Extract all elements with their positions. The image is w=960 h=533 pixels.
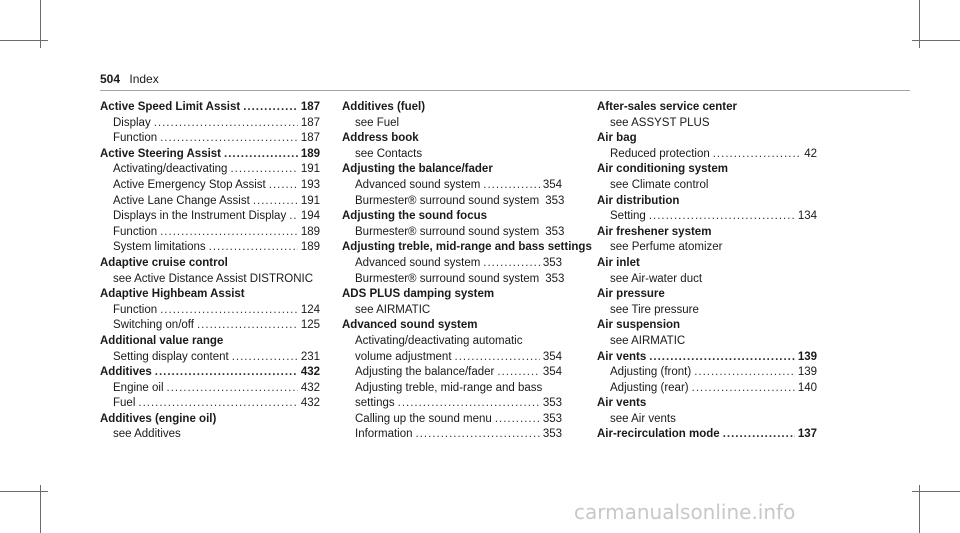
index-subentry — [597, 303, 817, 319]
crop-mark — [919, 0, 920, 48]
entry-label: Setting display content — [113, 350, 229, 363]
page-reference[interactable]: 191 — [300, 163, 320, 176]
index-subentry — [100, 303, 320, 319]
entry-label: Adjusting (front) — [610, 366, 692, 379]
index-subentry — [100, 225, 320, 241]
page-reference[interactable]: 139 — [797, 350, 817, 363]
entry-label: Additives (engine oil) — [100, 412, 217, 425]
page-reference[interactable]: 125 — [300, 319, 320, 332]
leader-dots — [713, 147, 801, 163]
page-reference[interactable]: 187 — [300, 116, 320, 129]
entry-label: see Additives — [113, 428, 181, 441]
entry-label: volume adjustment — [355, 350, 452, 363]
entry-label: Function — [113, 303, 158, 316]
watermark: carmanualsonline.info — [574, 500, 796, 524]
index-subentry — [597, 334, 817, 350]
index-heading — [597, 162, 817, 178]
leader-dots — [167, 381, 298, 397]
index-heading — [597, 225, 817, 241]
entry-label: Address book — [342, 132, 419, 145]
entry-label: Advanced sound system — [355, 256, 481, 269]
leader-dots — [230, 162, 297, 178]
index-heading — [597, 194, 817, 210]
entry-label: settings — [355, 397, 395, 410]
leader-dots — [483, 256, 540, 272]
index-heading — [342, 318, 562, 334]
index-subentry — [100, 162, 320, 178]
page-reference[interactable]: 140 — [797, 381, 817, 394]
crop-mark — [40, 0, 41, 48]
entry-label: Advanced sound system — [342, 319, 478, 332]
index-subentry — [342, 303, 562, 319]
index-subentry — [100, 194, 320, 210]
page-reference[interactable]: 353 — [545, 194, 565, 207]
entry-label: Function — [113, 132, 158, 145]
entry-label: ADS PLUS damping system — [342, 288, 495, 301]
entry-label: Air vents — [597, 397, 647, 410]
index-subentry — [342, 381, 562, 397]
index-heading — [342, 162, 562, 178]
entry-label: see Contacts — [355, 147, 423, 160]
entry-label: Adjusting treble, mid-range and bass settings — [342, 241, 592, 254]
leader-dots — [497, 365, 539, 381]
index-subentry — [342, 272, 565, 288]
leader-dots — [483, 178, 540, 194]
index-subentry — [100, 381, 320, 397]
entry-label: Air inlet — [597, 256, 640, 269]
entry-label: Air suspension — [597, 319, 681, 332]
entry-label: Additives (fuel) — [342, 101, 426, 113]
page-title: Index — [129, 72, 159, 86]
page-reference[interactable]: 432 — [300, 366, 320, 379]
leader-dots — [723, 427, 795, 443]
page-reference[interactable]: 353 — [545, 225, 565, 238]
leader-dots — [160, 303, 298, 319]
leader-dots — [649, 209, 795, 225]
index-subentry — [597, 116, 817, 132]
entry-label: System limitations — [113, 241, 206, 254]
index-subentry — [100, 427, 320, 443]
crop-mark — [40, 485, 41, 533]
leader-dots — [692, 381, 795, 397]
index-column-3 — [597, 100, 817, 443]
entry-label: Adjusting (rear) — [610, 381, 689, 394]
index-subentry — [342, 225, 565, 241]
page-reference[interactable]: 124 — [300, 303, 320, 316]
leader-dots — [209, 240, 298, 256]
entry-label: Function — [113, 225, 158, 238]
page-reference[interactable]: 187 — [300, 101, 320, 113]
entry-label: Calling up the sound menu — [355, 412, 492, 425]
leader-dots — [197, 318, 298, 334]
index-subentry — [100, 116, 320, 132]
index-heading — [100, 412, 320, 428]
index-subentry — [597, 365, 817, 381]
index-heading — [342, 100, 562, 116]
entry-label: Reduced protection — [610, 147, 710, 160]
index-subentry — [342, 334, 562, 350]
index-heading — [597, 256, 817, 272]
index-subentry — [100, 209, 320, 225]
entry-label: Information — [355, 428, 413, 441]
leader-dots — [289, 209, 298, 225]
entry-label: Air pressure — [597, 288, 665, 301]
entry-label: see Climate control — [610, 178, 709, 191]
index-heading — [100, 287, 320, 303]
leader-dots — [138, 396, 297, 412]
index-subentry — [100, 272, 320, 288]
page-reference[interactable]: 432 — [300, 381, 320, 394]
index-subentry — [100, 131, 320, 147]
entry-label: see AIRMATIC — [355, 303, 431, 316]
page-reference[interactable]: 139 — [797, 366, 817, 379]
index-heading — [100, 256, 320, 272]
index-heading — [597, 287, 817, 303]
page-reference[interactable]: 187 — [300, 132, 320, 145]
leader-dots — [160, 225, 298, 241]
index-heading — [100, 334, 320, 350]
entry-label: Air conditioning system — [597, 163, 728, 176]
entry-label: Additional value range — [100, 334, 224, 347]
entry-label: see Air-water duct — [610, 272, 703, 285]
page-reference[interactable]: 353 — [545, 272, 565, 285]
page-reference[interactable]: 189 — [300, 147, 320, 160]
index-subentry — [100, 318, 320, 334]
entry-label: see Fuel — [355, 116, 400, 129]
page-number: 504 — [100, 72, 121, 86]
index-subentry — [342, 412, 562, 428]
index-heading — [597, 350, 817, 366]
index-heading — [100, 100, 320, 116]
index-heading — [342, 240, 592, 256]
index-heading — [597, 396, 817, 412]
entry-label: Air-recirculation mode — [597, 428, 720, 441]
leader-dots — [232, 350, 298, 366]
entry-label: Air freshener system — [597, 225, 712, 238]
index-heading — [342, 287, 562, 303]
leader-dots — [495, 412, 540, 428]
index-column-2 — [342, 100, 592, 443]
page-reference[interactable]: 354 — [542, 366, 562, 379]
entry-label: Active Speed Limit Assist — [100, 101, 241, 113]
index-subentry — [597, 272, 817, 288]
page-reference[interactable]: 353 — [542, 397, 562, 410]
page-reference[interactable]: 134 — [797, 210, 817, 223]
entry-label: Displays in the Instrument Display — [113, 210, 287, 223]
entry-label: Adjusting the balance/fader — [342, 163, 493, 176]
index-subentry — [342, 365, 562, 381]
entry-label: Adaptive cruise control — [100, 256, 228, 269]
index-column-1 — [100, 100, 320, 443]
entry-label: Activating/deactivating automatic — [355, 334, 523, 347]
entry-label: Fuel — [113, 397, 136, 410]
page-reference[interactable]: 231 — [300, 350, 320, 363]
entry-label: Engine oil — [113, 381, 164, 394]
index-subentry — [597, 381, 817, 397]
entry-label: Adjusting the balance/fader — [355, 366, 495, 379]
entry-label: see Active Distance Assist DISTRONIC — [113, 272, 314, 285]
entry-label: Burmester® surround sound system — [355, 194, 540, 207]
header-rule — [100, 90, 910, 91]
entry-label: Air distribution — [597, 194, 680, 207]
index-subentry — [597, 147, 817, 163]
entry-label: see ASSYST PLUS — [610, 116, 710, 129]
entry-label: see AIRMATIC — [610, 334, 686, 347]
page-reference[interactable]: 137 — [797, 428, 817, 441]
page-reference[interactable]: 354 — [542, 350, 562, 363]
entry-label: Display — [113, 116, 151, 129]
index-heading — [342, 131, 562, 147]
page-reference[interactable]: 194 — [300, 210, 320, 223]
index-heading — [100, 147, 320, 163]
index-subentry — [597, 240, 817, 256]
leader-dots — [224, 147, 298, 163]
index-heading — [597, 131, 817, 147]
index-subentry — [342, 256, 562, 272]
index-heading — [597, 427, 817, 443]
entry-label: Burmester® surround sound system — [355, 272, 540, 285]
leader-dots — [154, 116, 298, 132]
leader-dots — [649, 350, 795, 366]
index-heading — [597, 100, 817, 116]
entry-label: Additives — [100, 366, 152, 379]
page-header — [100, 72, 159, 86]
index-subentry — [100, 240, 320, 256]
leader-dots — [269, 178, 298, 194]
index-subentry — [100, 178, 320, 194]
index-subentry — [342, 116, 562, 132]
crop-mark — [919, 485, 920, 533]
page-reference[interactable]: 353 — [542, 412, 562, 425]
entry-label: see Perfume atomizer — [610, 241, 723, 254]
leader-dots — [253, 194, 298, 210]
leader-dots — [160, 131, 298, 147]
leader-dots — [455, 350, 540, 366]
entry-label: Advanced sound system — [355, 178, 481, 191]
index-heading — [342, 209, 562, 225]
entry-label: After-sales service center — [597, 101, 737, 113]
page-reference[interactable]: 354 — [542, 178, 562, 191]
entry-label: Active Lane Change Assist — [113, 194, 250, 207]
index-heading — [597, 318, 817, 334]
page-reference[interactable]: 353 — [542, 256, 562, 269]
page-reference[interactable]: 189 — [300, 225, 320, 238]
entry-label: see Air vents — [610, 412, 676, 425]
index-subentry — [342, 194, 565, 210]
index-subentry — [597, 209, 817, 225]
index-subentry — [342, 350, 562, 366]
page-reference[interactable]: 353 — [542, 428, 562, 441]
leader-dots — [155, 365, 298, 381]
index-subentry — [342, 178, 562, 194]
page-reference[interactable]: 191 — [300, 194, 320, 207]
page-reference[interactable]: 42 — [804, 147, 817, 160]
index-heading — [100, 365, 320, 381]
entry-label: Adjusting treble, mid-range and bass — [355, 381, 543, 394]
index-subentry — [597, 412, 817, 428]
index-subentry — [342, 396, 562, 412]
page-reference[interactable]: 432 — [300, 397, 320, 410]
index-subentry — [100, 350, 320, 366]
page-reference[interactable]: 193 — [300, 178, 320, 191]
page-reference[interactable]: 189 — [300, 241, 320, 254]
index-subentry — [100, 396, 320, 412]
index-subentry — [342, 427, 562, 443]
leader-dots — [243, 100, 298, 116]
entry-label: Adaptive Highbeam Assist — [100, 288, 245, 301]
leader-dots — [416, 427, 540, 443]
entry-label: Setting — [610, 210, 646, 223]
index-subentry — [597, 178, 817, 194]
entry-label: Air bag — [597, 132, 637, 145]
entry-label: Active Emergency Stop Assist — [113, 178, 266, 191]
entry-label: Active Steering Assist — [100, 147, 222, 160]
entry-label: Activating/deactivating — [113, 163, 228, 176]
entry-label: Burmester® surround sound system — [355, 225, 540, 238]
leader-dots — [694, 365, 795, 381]
index-subentry — [342, 147, 562, 163]
leader-dots — [398, 396, 540, 412]
entry-label: Adjusting the sound focus — [342, 210, 488, 223]
entry-label: Switching on/off — [113, 319, 194, 332]
entry-label: see Tire pressure — [610, 303, 699, 316]
entry-label: Air vents — [597, 350, 647, 363]
